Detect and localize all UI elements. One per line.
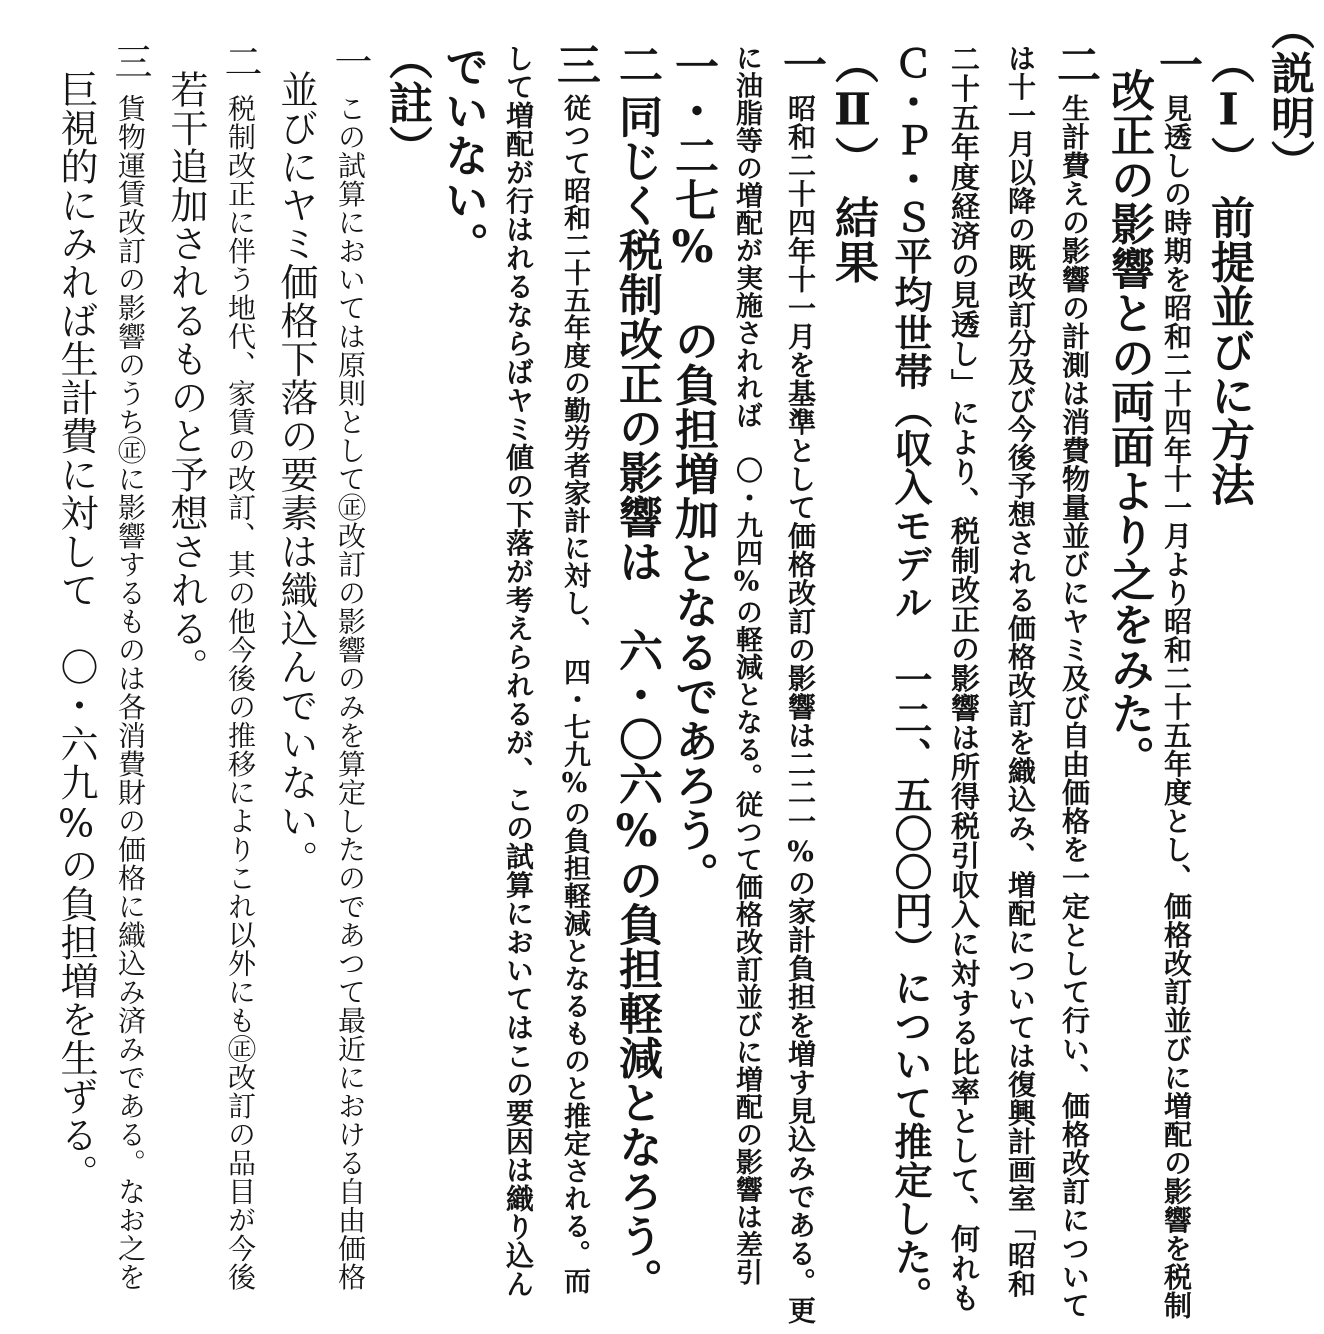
notes-item1-line1: この試算においては原則として㊣改訂の影響のみを算定したのであつて最近における自由価格	[334, 94, 367, 1291]
section2-item3-line3: でいない。	[437, 44, 488, 267]
section2-item3-number: 三	[549, 42, 600, 87]
notes-item2-line2: 若干追加されるものと予想される。	[164, 70, 208, 686]
notes-item3-line1: 貨物運賃改訂の影響のうち㊣に影響するものは各消費財の価格に織込み済みである。なお之を	[114, 94, 147, 1291]
section1-item2-line4: Ｃ・Ｐ・Ｓ平均世帯（収入モデル 一二、五〇〇円）について推定した。	[888, 44, 933, 1315]
section1-title: 前提並びに方法	[1203, 194, 1254, 506]
section1-item2-line3: 二十五年度経済の見透し」により、税制改正の影響は所得税引収入に対する比率として、何れも	[947, 44, 981, 1313]
section1-item1-number: 一	[1151, 42, 1202, 87]
section1-item1-line1: 見透しの時期を昭和二十四年十一月より昭和二十五年度とし、価格改訂並びに増配の影響を税制	[1160, 94, 1193, 1320]
notes-item1-line2: 並びにヤミ価格下落の要素は織込んでいない。	[274, 70, 318, 879]
section1-item2-line1: 生計費えの影響の計測は消費物量並びにヤミ及び自由価格を一定として行い、価格改訂について	[1058, 94, 1091, 1320]
section2-item3-line1: 従つて昭和二十五年度の勤労者家計に対し、 四・七九%の負担軽減となるものと推定される。而	[559, 94, 590, 1295]
section1-heading	[1202, 40, 1254, 506]
notes-item2-line1: 税制改正に伴う地代、家賃の改訂、其の他今後の推移によりこれ以外にも㊣改訂の品目が今後	[224, 94, 257, 1291]
document-label: （説明）	[1263, 6, 1314, 184]
section2-item1-line1: 昭和二十四年十一月を基準として価格改訂の影響は二二一%の家計負担を増す見込みである。更	[784, 94, 817, 1325]
notes-item3-number: 三	[108, 42, 152, 81]
notes-item3-line2: 巨視的にみれば生計費に対して 〇・六九%の負担増を生ずる。	[54, 70, 98, 1193]
section2-item3-line2: して増配が行はれるならばヤミ値の下落が考えられるが、この試算においてはこの要因は織り込ん	[502, 44, 535, 1298]
section2-item1-line3: 一・二七% の負担増加となるであろう。	[667, 44, 718, 897]
section2-item2-number: 二	[611, 42, 662, 87]
section1-item1-line2: 改正の影響との両面より之をみた。	[1103, 68, 1154, 780]
section2-heading	[826, 40, 878, 284]
section2-item1-number: 一	[775, 42, 826, 87]
section2-marker: （Ⅱ）	[827, 40, 878, 181]
section1-item2-number: 二	[1049, 42, 1100, 87]
notes-marker: （註）	[381, 36, 432, 170]
section2-item2-line1: 同じく税制改正の影響は 六・〇六%の負担軽減となろう。	[611, 94, 662, 1303]
section1-item2-line2: は十一月以降の既改訂分及び今後予想される価格改訂を織込み、増配については復興計画室「昭和	[1004, 44, 1037, 1298]
notes-item1-number: 一	[328, 42, 372, 81]
section1-marker: （Ⅰ）	[1203, 40, 1254, 181]
section2-title: 結果	[827, 194, 878, 284]
section2-item1-line2: に油脂等の増配が実施されれば 〇・九四%の軽減となる。従つて価格改訂並びに増配の影響は差引	[731, 44, 762, 1286]
notes-item2-number: 二	[218, 42, 262, 81]
